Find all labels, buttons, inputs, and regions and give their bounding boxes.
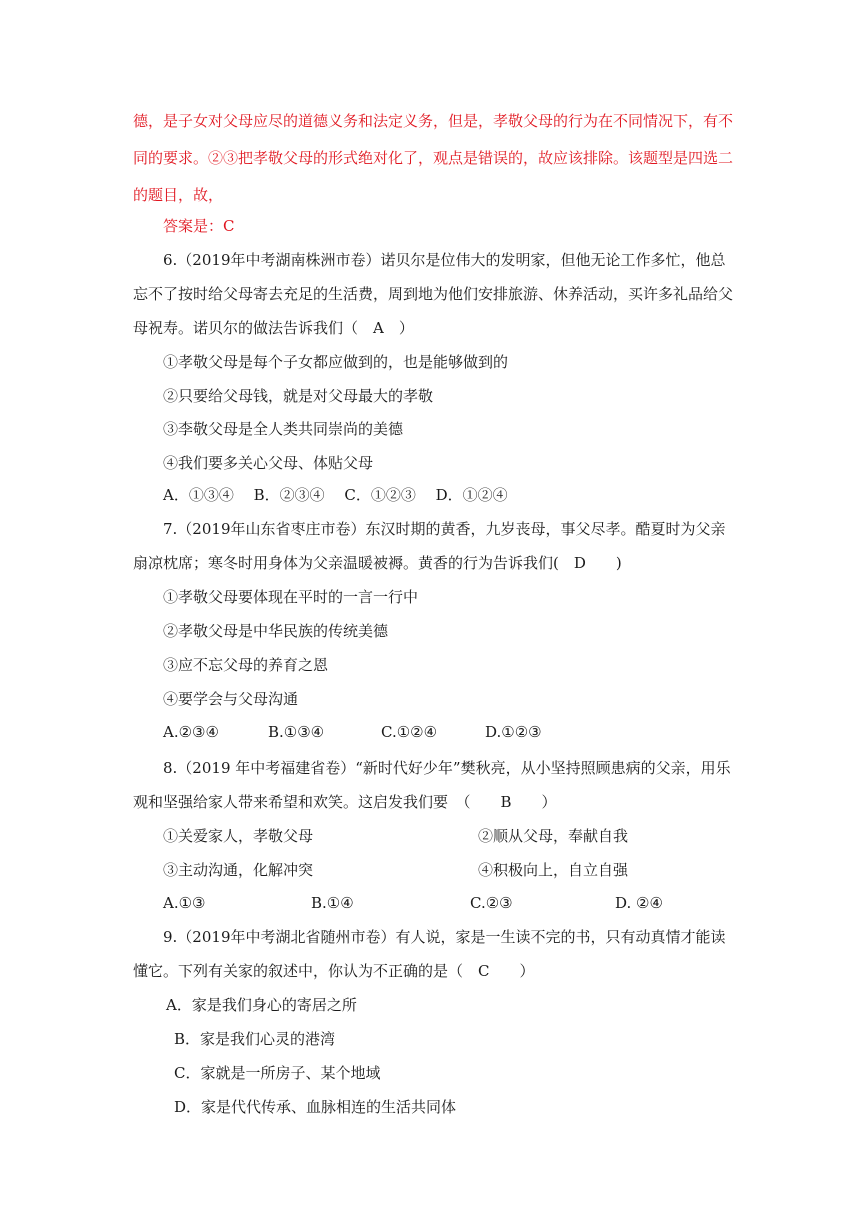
question-7-stem-line-2: 扇凉枕席；寒冬时用身体为父亲温暖被褥。黄香的行为告诉我们( D ) — [133, 554, 622, 572]
question-9-choice-d: D．家是代代传承、血脉相连的生活共同体 — [174, 1098, 457, 1116]
analysis-line-1: 德，是子女对父母应尽的道德义务和法定义务，但是，孝敬父母的行为在不同情况下，有不 — [133, 112, 734, 130]
question-6-statement-3: ③李敬父母是全人类共同崇尚的美德 — [163, 420, 404, 438]
question-8-statement-2: ②顺从父母，奉献自我 — [478, 827, 629, 845]
question-7-statement-2: ②孝敬父母是中华民族的传统美德 — [163, 622, 389, 640]
question-7-stem-line-1: 7.（2019年山东省枣庄市卷）东汉时期的黄香，九岁丧母，事父尽孝。酷夏时为父亲 — [163, 520, 726, 538]
question-9-choice-c: C．家就是一所房子、某个地域 — [174, 1064, 381, 1082]
analysis-line-2: 同的要求。②③把孝敬父母的形式绝对化了，观点是错误的，故应该排除。该题型是四选二 — [133, 149, 734, 167]
question-6-statement-2: ②只要给父母钱，就是对父母最大的孝敬 — [163, 387, 434, 405]
question-8-choice-c: C.②③ — [470, 894, 513, 912]
question-8-stem-line-2: 观和坚强给家人带来希望和欢笑。这启发我们要 （ B ） — [133, 793, 557, 811]
answer-line: 答案是：C — [163, 217, 235, 235]
question-6-statement-4: ④我们要多关心父母、体贴父母 — [163, 454, 374, 472]
question-9-stem-line-1: 9.（2019年中考湖北省随州市卷）有人说，家是一生读不完的书，只有动真情才能读 — [163, 928, 726, 946]
question-7-choice-a: A.②③④ — [163, 723, 219, 741]
question-8-statement-3: ③主动沟通，化解冲突 — [163, 861, 314, 879]
question-6-stem-line-2: 忘不了按时给父母寄去充足的生活费，周到地为他们安排旅游、休养活动，买许多礼品给父 — [133, 285, 734, 303]
question-7-choice-c: C.①②④ — [381, 723, 438, 741]
question-7-statement-1: ①孝敬父母要体现在平时的一言一行中 — [163, 588, 419, 606]
question-8-choice-b: B.①④ — [311, 894, 354, 912]
question-7-statement-3: ③应不忘父母的养育之恩 — [163, 656, 329, 674]
question-8-statement-4: ④积极向上，自立自强 — [478, 861, 629, 879]
question-8-statement-1: ①关爱家人，孝敬父母 — [163, 827, 314, 845]
question-9-choice-a: A．家是我们身心的寄居之所 — [166, 996, 357, 1014]
question-9-choice-b: B．家是我们心灵的港湾 — [174, 1030, 336, 1048]
question-6-stem-line-1: 6.（2019年中考湖南株洲市卷）诺贝尔是位伟大的发明家，但他无论工作多忙，他总 — [163, 251, 726, 269]
question-7-statement-4: ④要学会与父母沟通 — [163, 690, 299, 708]
question-6-statement-1: ①孝敬父母是每个子女都应做到的，也是能够做到的 — [163, 353, 509, 371]
question-7-choice-d: D.①②③ — [485, 723, 542, 741]
question-6-choices: A．①③④ B．②③④ C．①②③ D．①②④ — [163, 486, 508, 504]
analysis-line-3: 的题目，故， — [133, 186, 224, 204]
question-8-choice-d: D. ②④ — [615, 894, 663, 912]
question-9-stem-line-2: 懂它。下列有关家的叙述中，你认为不正确的是（ C ） — [133, 962, 535, 980]
question-8-choice-a: A.①③ — [163, 894, 206, 912]
question-8-stem-line-1: 8.（2019 年中考福建省卷）“新时代好少年”樊秋亮，从小坚持照顾患病的父亲，用乐 — [163, 759, 731, 777]
question-6-stem-line-3: 母祝寿。诺贝尔的做法告诉我们（ A ） — [133, 319, 414, 337]
question-7-choice-b: B.①③④ — [268, 723, 325, 741]
